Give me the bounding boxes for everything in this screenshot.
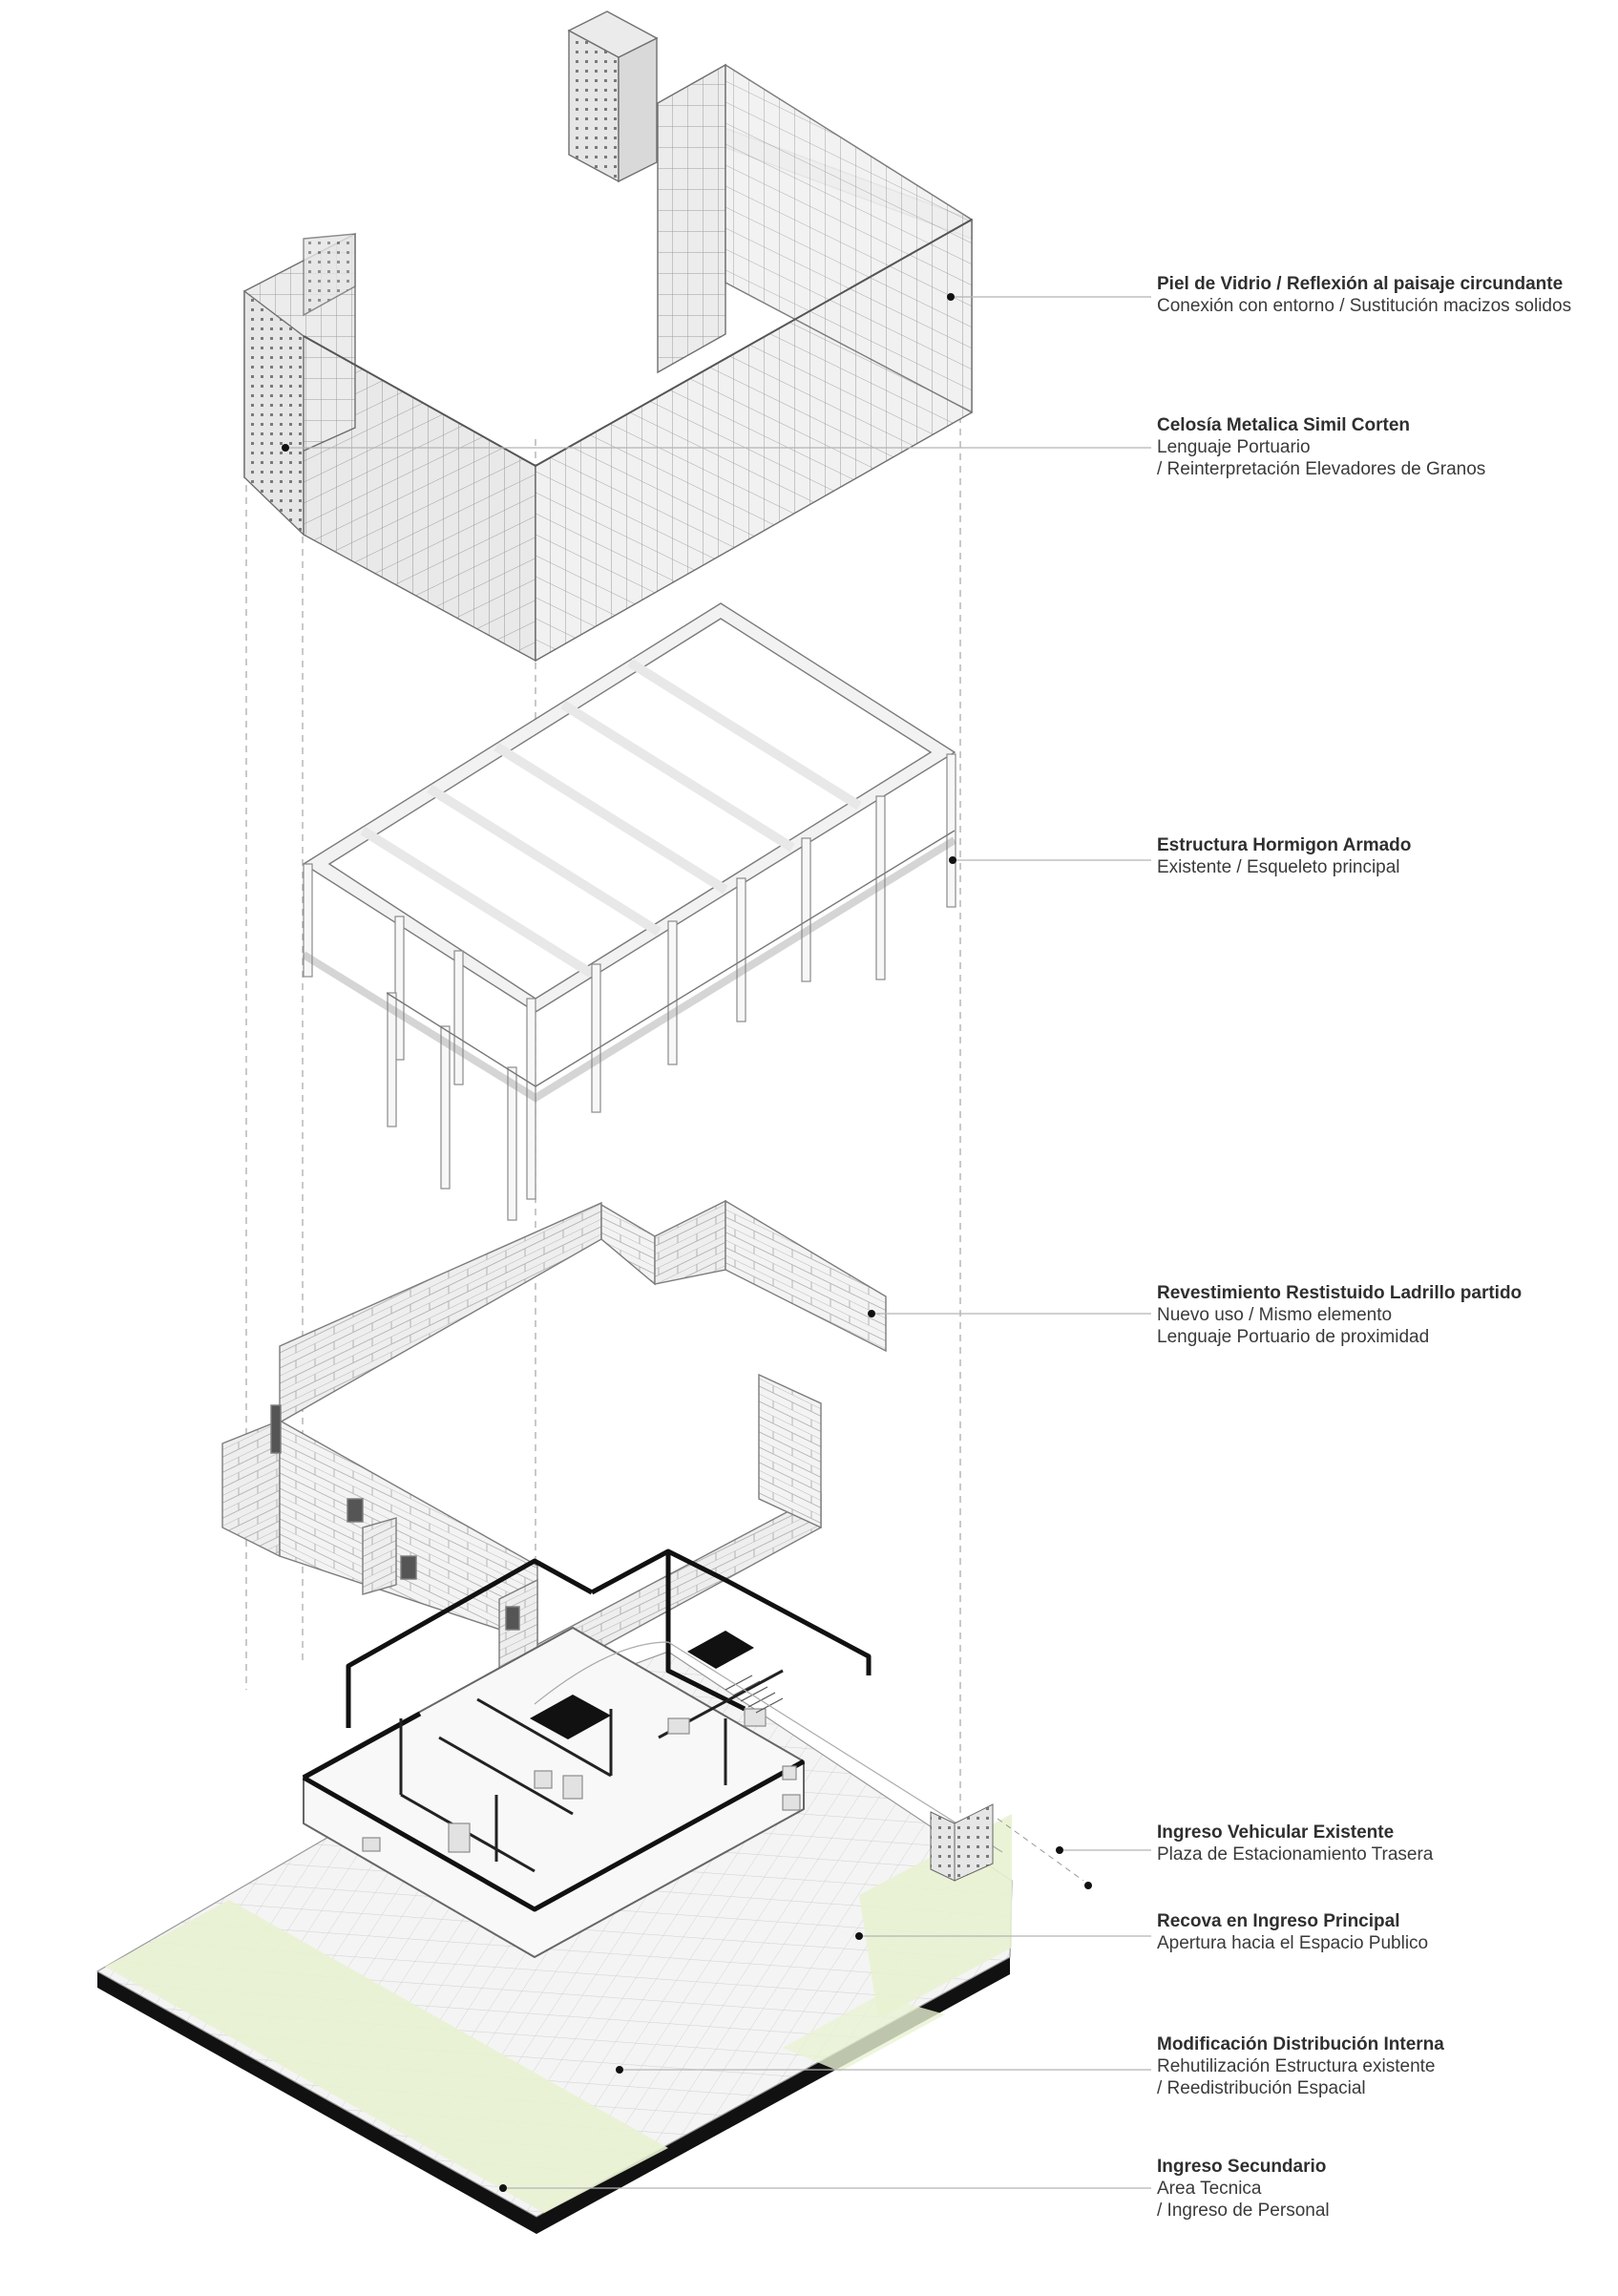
annotation-line: Lenguaje Portuario bbox=[1157, 437, 1311, 457]
annotation-line: Plaza de Estacionamiento Trasera bbox=[1157, 1844, 1434, 1864]
annotation-line: Rehutilización Estructura existente bbox=[1157, 2056, 1436, 2076]
structure-marker bbox=[949, 856, 956, 864]
glass-skin-layer bbox=[244, 11, 972, 661]
annotation-glass-skin bbox=[1157, 273, 1606, 317]
annotation-line: Apertura hacia el Espacio Publico bbox=[1157, 1933, 1429, 1953]
annotation-line: / Ingreso de Personal bbox=[1157, 2201, 1330, 2221]
annotation-line: Conexión con entorno / Sustitución macizos solidos bbox=[1157, 296, 1572, 316]
annotation-title: Revestimiento Restistuido Ladrillo partido bbox=[1157, 1283, 1523, 1303]
annotation-structure bbox=[1157, 834, 1606, 878]
annotation-line: Existente / Esqueleto principal bbox=[1157, 857, 1400, 877]
annotation-secondary-entry bbox=[1157, 2156, 1606, 2222]
annotation-title: Estructura Hormigon Armado bbox=[1157, 835, 1412, 855]
annotation-title: Recova en Ingreso Principal bbox=[1157, 1911, 1400, 1931]
annotation-title: Piel de Vidrio / Reflexión al paisaje circundante bbox=[1157, 274, 1564, 294]
annotation-brick bbox=[1157, 1282, 1606, 1348]
concrete-structure-layer bbox=[304, 603, 956, 1220]
annotation-title: Ingreso Vehicular Existente bbox=[1157, 1822, 1395, 1843]
annotation-line: / Reedistribución Espacial bbox=[1157, 2078, 1366, 2098]
brick-marker bbox=[868, 1310, 875, 1317]
annotation-title: Ingreso Secundario bbox=[1157, 2157, 1327, 2177]
brick-cladding-layer bbox=[222, 1201, 886, 1699]
annotation-line: Lenguaje Portuario de proximidad bbox=[1157, 1327, 1430, 1347]
annotation-line: Nuevo uso / Mismo elemento bbox=[1157, 1305, 1393, 1325]
annotation-interior bbox=[1157, 2033, 1606, 2099]
annotation-lattice bbox=[1157, 414, 1606, 480]
annotation-line: / Reinterpretación Elevadores de Granos bbox=[1157, 459, 1486, 479]
annotation-line: Area Tecnica bbox=[1157, 2179, 1262, 2199]
annotation-title: Celosía Metalica Simil Corten bbox=[1157, 415, 1411, 435]
annotation-vehicle-entry bbox=[1157, 1822, 1606, 1865]
annotation-title: Modificación Distribución Interna bbox=[1157, 2034, 1444, 2054]
ground-floor-layer bbox=[97, 1551, 1012, 2234]
annotation-arcade bbox=[1157, 1910, 1606, 1954]
